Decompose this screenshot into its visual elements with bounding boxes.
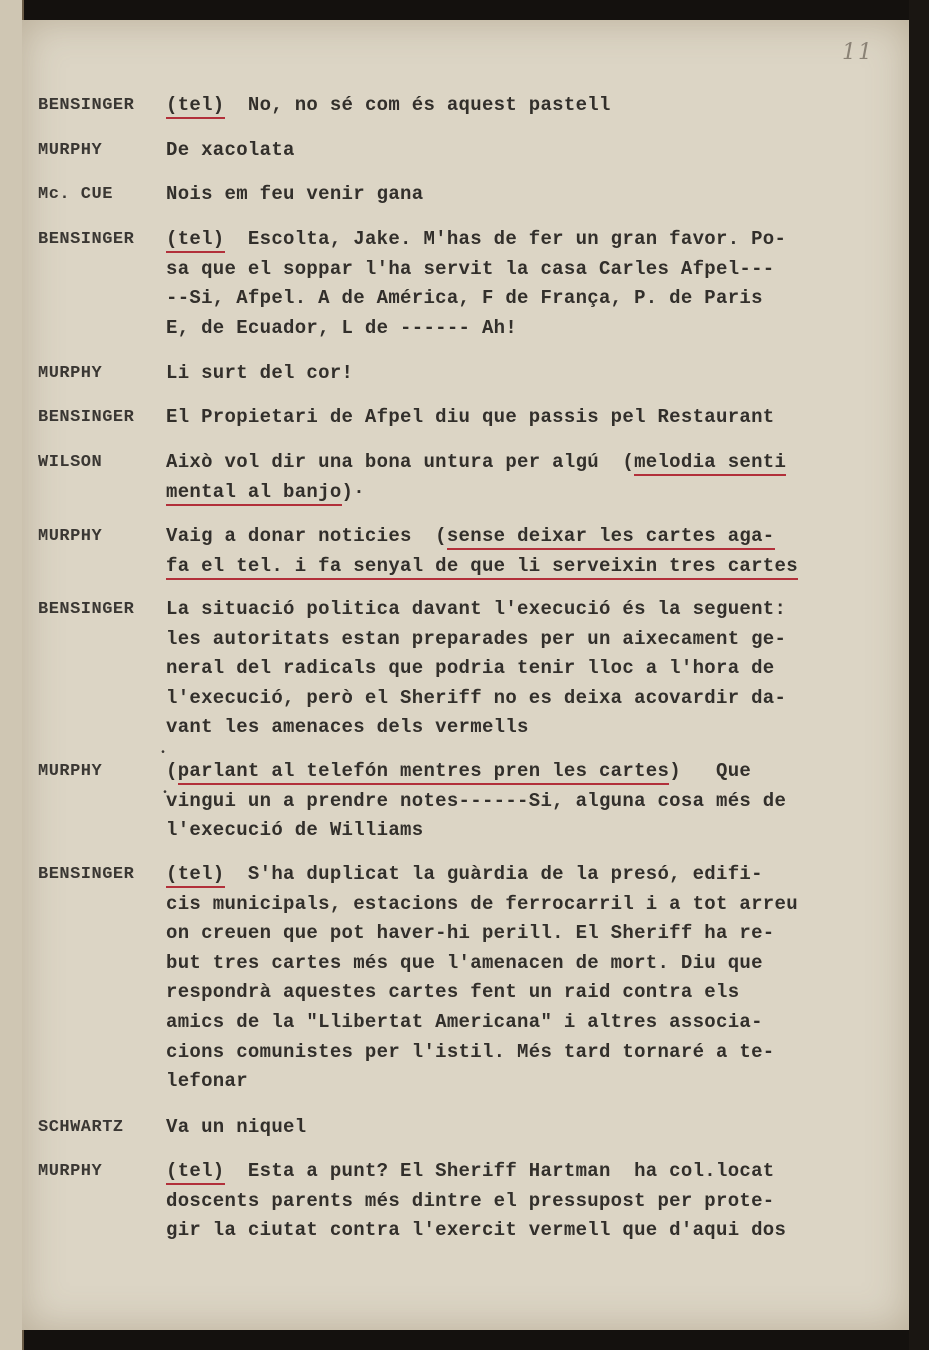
dialogue-line xyxy=(166,687,786,709)
underlined-direction: (tel) xyxy=(166,1160,225,1185)
dialogue-line xyxy=(166,258,775,280)
dialogue-line xyxy=(166,481,365,503)
dialogue-line xyxy=(166,952,763,974)
underlined-direction: melodia senti xyxy=(634,451,786,476)
underlined-direction: mental al banjo xyxy=(166,481,342,506)
facing-page-edge xyxy=(0,0,24,1350)
dialogue-line xyxy=(166,863,763,885)
dialogue-line xyxy=(166,716,529,738)
line-text: Això vol dir una bona untura per algú ( xyxy=(166,451,635,473)
speaker-name: Mc. CUE xyxy=(38,185,113,204)
line-text: --Si, Afpel. A de América, F de França, P. de Paris xyxy=(166,287,763,310)
dialogue-line xyxy=(166,628,786,650)
speaker-name: MURPHY xyxy=(38,141,103,160)
line-text: ( xyxy=(166,760,178,782)
line-text: S'ha duplicat la guàrdia de la presó, edifi- xyxy=(224,863,763,885)
line-text: cis municipals, estacions de ferrocarril i a tot arreu xyxy=(166,892,798,915)
line-text: )· xyxy=(341,480,365,503)
margin-mark: • xyxy=(160,748,167,759)
line-text: De xacolata xyxy=(166,139,295,161)
line-text: E, de Ecuador, L de ------ Ah! xyxy=(166,316,518,339)
dialogue-line xyxy=(166,893,798,915)
speaker-name: BENSINGER xyxy=(38,96,135,115)
line-text: No, no sé com és aquest pastell xyxy=(224,94,611,116)
dialogue-line xyxy=(166,598,786,620)
underlined-direction: parlant al telefón mentres pren les cartes xyxy=(178,760,669,785)
dialogue-line xyxy=(166,790,786,812)
underlined-direction: (tel) xyxy=(166,94,225,119)
line-text: respondrà aquestes cartes fent un raid contra els xyxy=(166,981,740,1004)
margin-mark: • xyxy=(162,788,169,799)
speaker-name: MURPHY xyxy=(38,1162,103,1181)
dialogue-line xyxy=(166,287,763,309)
line-text: El Propietari de Afpel diu que passis pel Restaurant xyxy=(166,406,775,428)
dialogue-line xyxy=(166,922,775,944)
dialogue-line xyxy=(166,1041,775,1063)
line-text: lefonar xyxy=(166,1070,248,1093)
underlined-direction: (tel) xyxy=(166,228,225,253)
dialogue-line xyxy=(166,1219,786,1241)
dialogue-line xyxy=(166,760,751,782)
dialogue-line xyxy=(166,139,295,161)
dialogue-line xyxy=(166,1011,763,1033)
dialogue-line xyxy=(166,1190,775,1212)
dialogue-line xyxy=(166,1070,248,1092)
speaker-name: MURPHY xyxy=(38,762,103,781)
page-number: 11 xyxy=(842,40,874,65)
speaker-name: SCHWARTZ xyxy=(38,1118,124,1137)
line-text: vingui un a prendre notes------Si, alguna cosa més de xyxy=(166,789,787,812)
underlined-direction: (tel) xyxy=(166,863,225,888)
dialogue-line xyxy=(166,1160,775,1182)
line-text: l'execució, però el Sheriff no es deixa acovardir da- xyxy=(166,686,787,709)
dialogue-line xyxy=(166,981,739,1003)
line-text: gir la ciutat contra l'exercit vermell que d'aqui dos xyxy=(166,1219,787,1242)
line-text: cions comunistes per l'istil. Més tard tornaré a te- xyxy=(166,1040,775,1063)
speaker-name: BENSINGER xyxy=(38,865,135,884)
dialogue-line xyxy=(166,183,423,205)
dialogue-line xyxy=(166,228,786,250)
line-text: Li surt del cor! xyxy=(166,362,354,384)
line-text: La situació politica davant l'execució és la seguent: xyxy=(166,598,787,620)
line-text: Escolta, Jake. M'has de fer un gran favor. Po- xyxy=(224,228,787,250)
dialogue-line xyxy=(166,451,786,473)
dialogue-line xyxy=(166,555,798,577)
line-text: Nois em feu venir gana xyxy=(166,183,424,205)
dialogue-line xyxy=(166,94,611,116)
line-text: doscents parents més dintre el pressupost per prote- xyxy=(166,1189,775,1212)
line-text: Va un niquel xyxy=(166,1116,307,1138)
speaker-name: BENSINGER xyxy=(38,230,135,249)
line-text: neral del radicals que podria tenir lloc a l'hora de xyxy=(166,657,775,680)
dialogue-line xyxy=(166,406,775,428)
line-text: les autoritats estan preparades per un aixecament ge- xyxy=(166,627,787,650)
page-right-edge xyxy=(909,0,929,1350)
speaker-name: BENSINGER xyxy=(38,600,135,619)
line-text: but tres cartes més que l'amenacen de mort. Diu que xyxy=(166,951,763,974)
underlined-direction: sense deixar les cartes aga- xyxy=(447,525,775,550)
speaker-name: MURPHY xyxy=(38,527,103,546)
dialogue-line xyxy=(166,657,775,679)
dialogue-line xyxy=(166,525,775,547)
line-text: sa que el soppar l'ha servit la casa Carles Afpel--- xyxy=(166,257,775,280)
line-text: vant les amenaces dels vermells xyxy=(166,716,529,739)
speaker-name: BENSINGER xyxy=(38,408,135,427)
underlined-direction: fa el tel. i fa senyal de que li serveixin tres cartes xyxy=(166,555,798,580)
line-text: Vaig a donar noticies ( xyxy=(166,525,447,547)
dialogue-line xyxy=(166,362,353,384)
line-text: Esta a punt? El Sheriff Hartman ha col.locat xyxy=(224,1160,775,1182)
line-text: amics de la "Llibertat Americana" i altres associa- xyxy=(166,1011,763,1033)
speaker-name: MURPHY xyxy=(38,364,103,383)
dialogue-line xyxy=(166,819,423,841)
line-text: ) Que xyxy=(669,760,752,782)
line-text: l'execució de Williams xyxy=(166,819,424,842)
dialogue-line xyxy=(166,1116,306,1138)
dialogue-line xyxy=(166,317,517,339)
line-text: on creuen que pot haver-hi perill. El Sheriff ha re- xyxy=(166,922,775,945)
speaker-name: WILSON xyxy=(38,453,103,472)
